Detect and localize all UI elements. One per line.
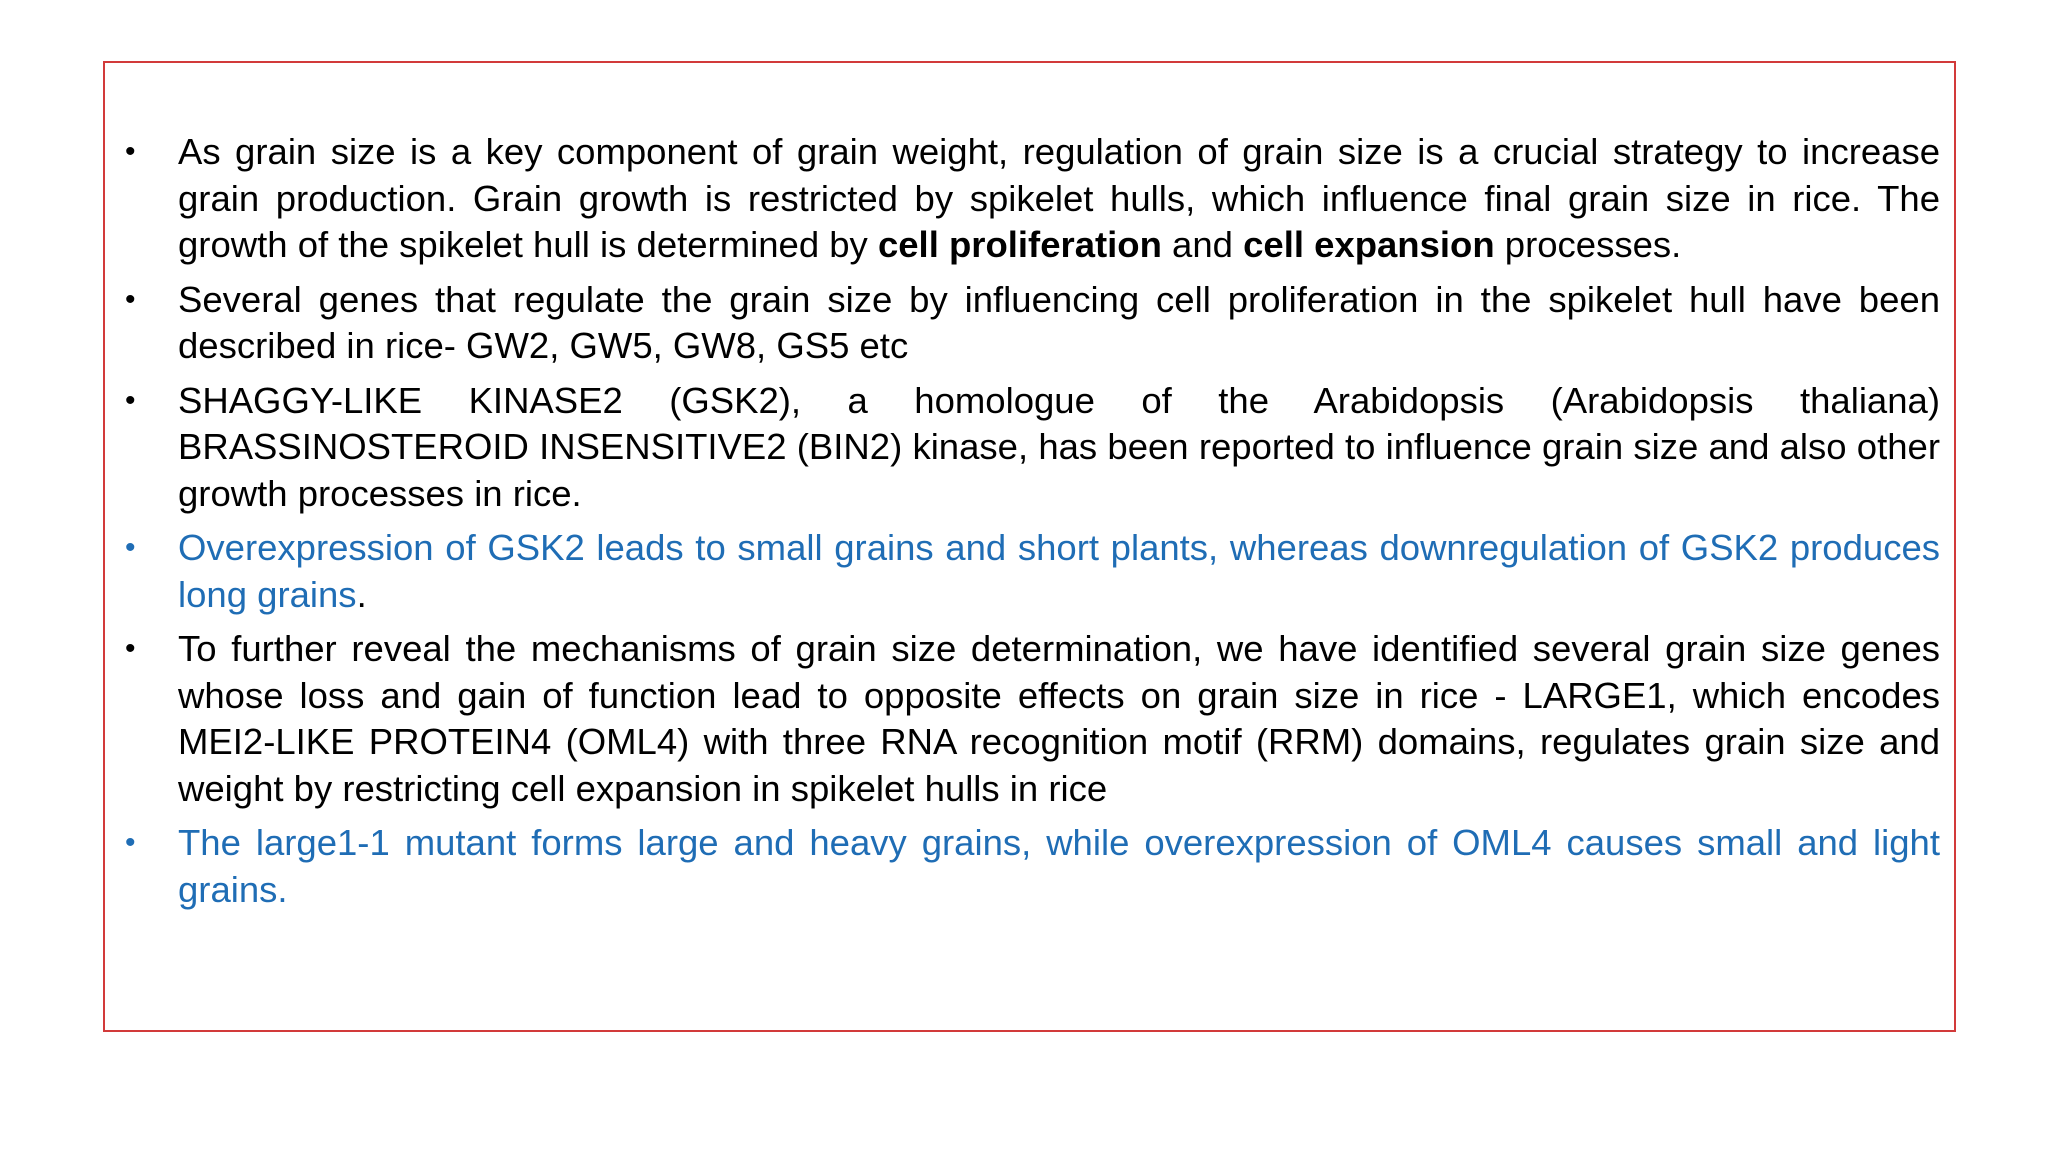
bullet-marker: •: [125, 135, 136, 168]
bullet-item-large1-oml4: [117, 626, 1940, 812]
bullet-text-ending: processes.: [1494, 224, 1682, 265]
bullet-marker: •: [125, 383, 136, 417]
bullet-text: The large1-1 mutant forms large and heavy grains, while overexpression of OML4 causes small and light grains.: [178, 822, 1940, 910]
bullet-text-connector: and: [1161, 224, 1244, 265]
bullet-marker: •: [125, 282, 136, 316]
bullet-text: To further reveal the mechanisms of grain size determination, we have identified several grain size genes whose loss and gain of function lead to opposite effects on grain size in rice - LARGE1, which encodes MEI2-LIKE PROTEIN4 (OML4) with three RNA recognition motif (RRM) domains, regulates grain size and weight by restricting cell expansion in spikelet hulls in rice: [178, 628, 1940, 809]
bullet-item-gsk2-overexpression: [117, 525, 1940, 618]
bullet-item-large1-1-mutant: [117, 820, 1940, 913]
bold-term-cell-proliferation: cell proliferation: [877, 224, 1162, 265]
bullet-text: As grain size is a key component of grain weight, regulation of grain size is a crucial strategy to increase grain production. Grain growth is restricted by spikelet hulls, which influence final grain size in rice. The growth of the spikelet hull is determined by: [178, 131, 1940, 265]
slide-frame: [103, 61, 1956, 1032]
bullet-text: Several genes that regulate the grain size by influencing cell proliferation in the spikelet hull have been described in rice- GW2, GW5, GW8, GS5 etc: [178, 278, 1940, 366]
bullet-text-period: .: [356, 573, 367, 615]
bold-term-cell-expansion: cell expansion: [1243, 224, 1495, 265]
bullet-item-grain-size-strategy: [117, 129, 1940, 269]
bullet-marker: •: [125, 531, 136, 564]
bullet-item-gsk2-description: [117, 378, 1940, 518]
bullet-text: Overexpression of GSK2 leads to small grains and short plants, whereas downregulation of GSK2 produces long grains: [178, 527, 1940, 615]
bullet-text: SHAGGY-LIKE KINASE2 (GSK2), a homologue of the Arabidopsis (Arabidopsis thaliana) BRASSINOSTEROID INSENSITIVE2 (BIN2) kinase, has been reported to influence grain size and also other growth processes in rice.: [178, 379, 1940, 514]
bullet-marker: •: [125, 826, 136, 859]
bullet-marker: •: [125, 632, 136, 665]
bullet-list: [117, 129, 1940, 921]
bullet-item-cell-proliferation-genes: [117, 277, 1940, 370]
